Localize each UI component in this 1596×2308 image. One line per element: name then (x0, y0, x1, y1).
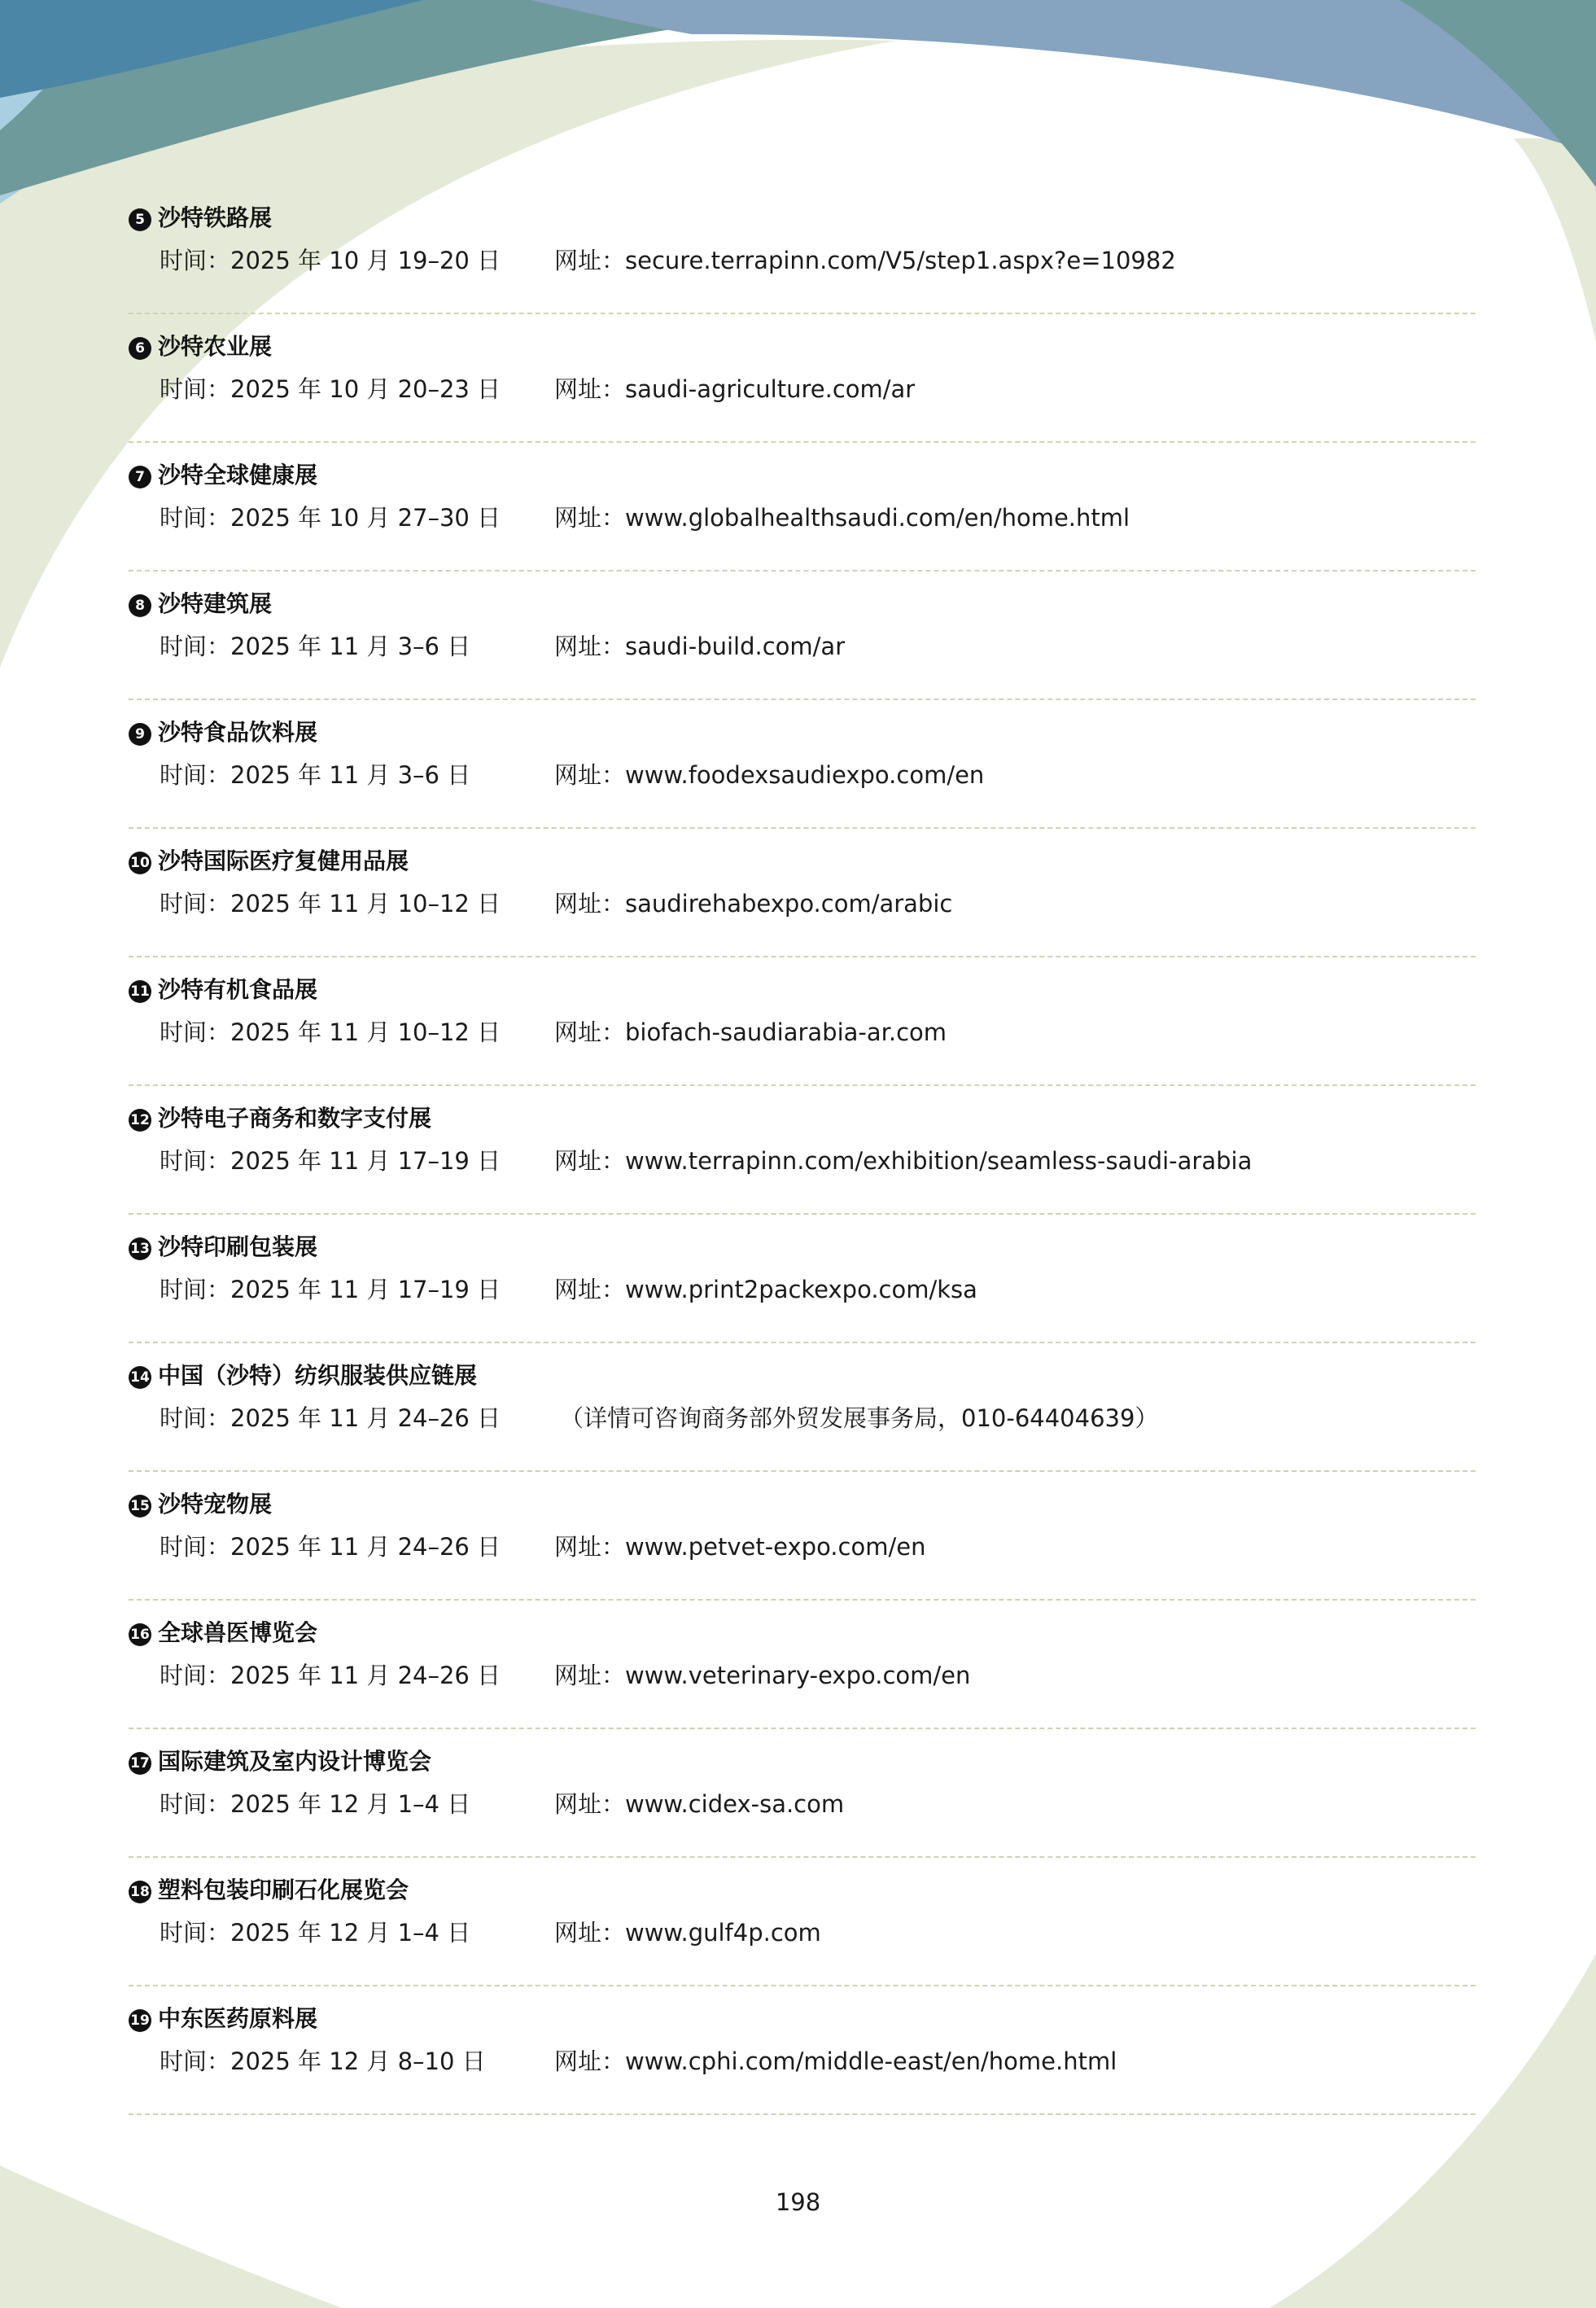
event-title-line (129, 1615, 317, 1648)
event-date: 时间：2025 年 11 月 10–12 日 (160, 1018, 501, 1046)
event-date: 时间：2025 年 11 月 24–26 日 (160, 1533, 501, 1561)
event-item (129, 1601, 1476, 1729)
event-title: 国际建筑及室内设计博览会 (158, 1748, 432, 1775)
event-website[interactable]: 网址：www.veterinary-expo.com/en (554, 1662, 971, 1689)
event-website[interactable]: 网址：www.cidex-sa.com (554, 1790, 845, 1818)
event-title: 沙特农业展 (158, 333, 273, 360)
event-item (129, 829, 1476, 957)
event-item (129, 314, 1476, 443)
event-title-line (129, 1744, 431, 1776)
event-number-badge: 10 (129, 852, 151, 874)
event-date: 时间：2025 年 12 月 1–4 日 (160, 1919, 471, 1947)
event-number-badge: 19 (129, 2009, 151, 2032)
event-title: 沙特有机食品展 (158, 976, 318, 1003)
event-date: 时间：2025 年 11 月 24–26 日 (160, 1662, 501, 1689)
event-website[interactable]: 网址：www.gulf4p.com (554, 1919, 821, 1947)
event-item (129, 186, 1476, 314)
event-title: 沙特建筑展 (158, 590, 273, 617)
event-title-line (129, 1358, 477, 1390)
event-number-badge: 11 (129, 980, 151, 1003)
event-item (129, 1986, 1476, 2115)
event-title-line (129, 2001, 317, 2034)
event-title-line (129, 329, 272, 361)
event-number-badge: 15 (129, 1495, 151, 1517)
event-number-badge: 18 (129, 1881, 151, 1903)
event-title-line (129, 1101, 431, 1133)
event-number-badge: 16 (129, 1623, 151, 1646)
event-date: 时间：2025 年 11 月 17–19 日 (160, 1276, 501, 1303)
event-title: 中国（沙特）纺织服装供应链展 (158, 1362, 478, 1389)
event-title: 中东医药原料展 (158, 2005, 318, 2032)
event-number-badge: 9 (129, 723, 151, 746)
event-title: 沙特国际医疗复健用品展 (158, 847, 409, 874)
event-title-line (129, 1229, 317, 1262)
event-item (129, 1858, 1476, 1986)
event-website[interactable]: 网址：www.print2packexpo.com/ksa (554, 1276, 977, 1303)
event-date: 时间：2025 年 12 月 8–10 日 (160, 2047, 486, 2075)
event-date: 时间：2025 年 11 月 24–26 日 (160, 1404, 501, 1432)
event-title: 沙特食品饮料展 (158, 719, 318, 746)
event-website[interactable]: 网址：biofach-saudiarabia-ar.com (554, 1018, 947, 1046)
event-title-line (129, 586, 272, 619)
event-item (129, 443, 1476, 572)
event-number-badge: 17 (129, 1752, 151, 1775)
event-website[interactable]: 网址：www.terrapinn.com/exhibition/seamless-saudi-arabia (554, 1147, 1253, 1175)
event-website[interactable]: 网址：saudi-build.com/ar (554, 633, 846, 660)
event-title: 沙特全球健康展 (158, 462, 318, 488)
event-list (129, 186, 1476, 2115)
event-title: 全球兽医博览会 (158, 1619, 318, 1646)
event-item (129, 1343, 1476, 1472)
event-website[interactable]: 网址：www.cphi.com/middle-east/en/home.html (554, 2047, 1117, 2075)
event-note: （详情可咨询商务部外贸发展事务局，010-64404639） (560, 1404, 1159, 1432)
event-title-line (129, 1872, 409, 1905)
event-date: 时间：2025 年 10 月 27–30 日 (160, 504, 501, 532)
event-title-line (129, 843, 409, 876)
event-number-badge: 13 (129, 1237, 151, 1260)
event-title: 沙特印刷包装展 (158, 1233, 318, 1260)
event-website[interactable]: 网址：www.globalhealthsaudi.com/en/home.html (554, 504, 1130, 532)
event-number-badge: 7 (129, 466, 151, 488)
event-title: 沙特电子商务和数字支付展 (158, 1105, 432, 1132)
event-website[interactable]: 网址：saudirehabexpo.com/arabic (554, 890, 953, 918)
event-number-badge: 8 (129, 594, 151, 617)
event-date: 时间：2025 年 12 月 1–4 日 (160, 1790, 471, 1818)
event-website[interactable]: 网址：www.petvet-expo.com/en (554, 1533, 926, 1561)
event-title: 沙特铁路展 (158, 204, 273, 231)
event-item (129, 1472, 1476, 1601)
event-item (129, 1215, 1476, 1343)
event-title-line (129, 1487, 272, 1519)
event-item (129, 957, 1476, 1086)
event-item (129, 572, 1476, 700)
bg-pale-green-bottom-left (0, 2166, 342, 2308)
event-title: 沙特宠物展 (158, 1491, 273, 1517)
event-title-line (129, 200, 272, 233)
event-date: 时间：2025 年 10 月 20–23 日 (160, 375, 501, 403)
event-date: 时间：2025 年 11 月 17–19 日 (160, 1147, 501, 1175)
event-item (129, 1086, 1476, 1215)
event-date: 时间：2025 年 11 月 3–6 日 (160, 761, 471, 789)
event-number-badge: 12 (129, 1109, 151, 1132)
event-item (129, 1729, 1476, 1858)
event-website[interactable]: 网址：saudi-agriculture.com/ar (554, 375, 916, 403)
event-item (129, 700, 1476, 829)
event-number-badge: 5 (129, 208, 151, 231)
event-date: 时间：2025 年 10 月 19–20 日 (160, 247, 501, 274)
event-title-line (129, 458, 317, 490)
event-title: 塑料包装印刷石化展览会 (158, 1877, 409, 1903)
event-website[interactable]: 网址：secure.terrapinn.com/V5/step1.aspx?e=10982 (554, 247, 1176, 274)
event-website[interactable]: 网址：www.foodexsaudiexpo.com/en (554, 761, 985, 789)
event-title-line (129, 972, 317, 1005)
event-title-line (129, 715, 317, 747)
event-number-badge: 6 (129, 337, 151, 360)
event-date: 时间：2025 年 11 月 10–12 日 (160, 890, 501, 918)
page-number: 198 (775, 2188, 821, 2216)
event-number-badge: 14 (129, 1366, 151, 1389)
event-date: 时间：2025 年 11 月 3–6 日 (160, 633, 471, 660)
